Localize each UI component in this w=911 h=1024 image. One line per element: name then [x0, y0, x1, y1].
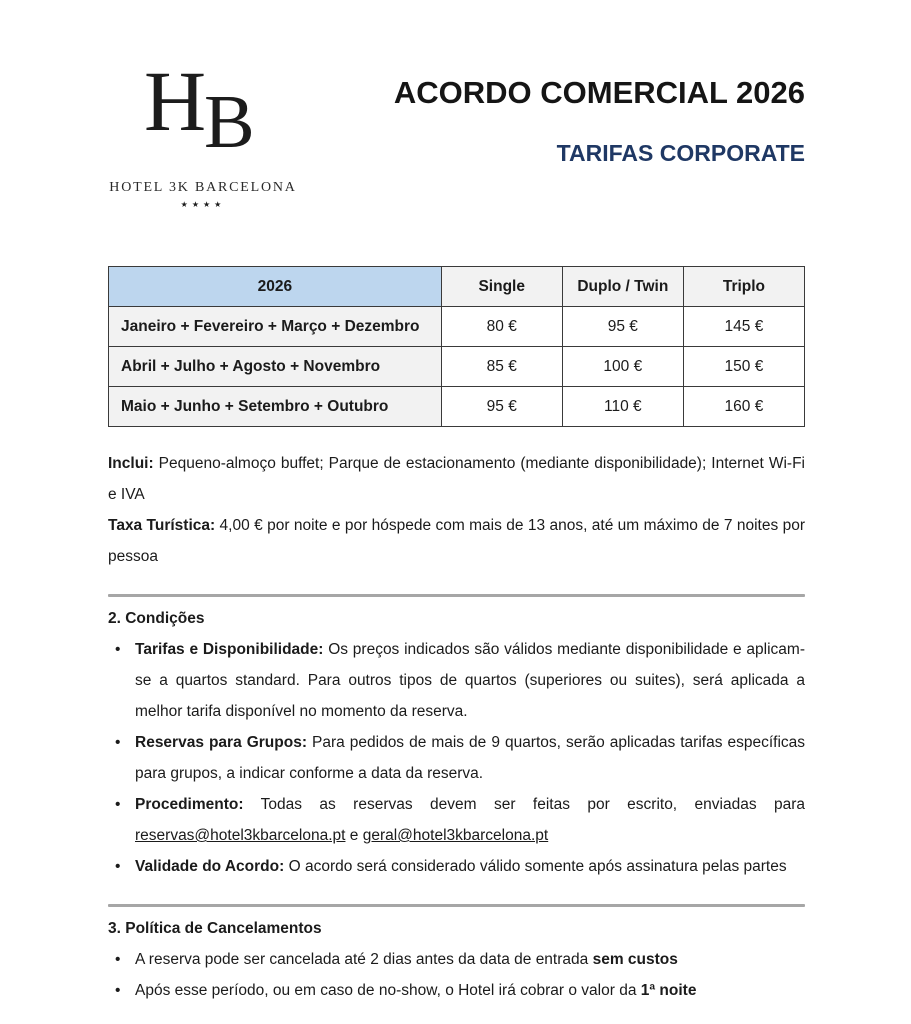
bullet-procedimento	[108, 789, 805, 851]
hotel-name: HOTEL 3K BARCELONA	[109, 180, 297, 195]
bullet-validade-acordo	[108, 851, 805, 882]
bullet-label: Procedimento:	[135, 796, 244, 813]
period-cell: Maio + Junho + Setembro + Outubro	[109, 387, 442, 427]
bullet-label: Reservas para Grupos:	[135, 734, 307, 751]
bullet-text: Todas as reservas devem ser feitas por escrito, enviadas para	[243, 796, 805, 813]
rate-cell: 100 €	[562, 347, 683, 387]
reservas-email-link[interactable]: reservas@hotel3kbarcelona.pt	[135, 827, 346, 844]
bullet-bold-text: sem custos	[592, 951, 678, 968]
table-header-duplo-twin: Duplo / Twin	[562, 267, 683, 307]
rate-cell: 145 €	[683, 307, 804, 347]
bullet-icon: •	[115, 982, 121, 999]
tourist-tax-text: 4,00 € por noite e por hóspede com mais de 13 anos, até um máximo de 7 noites por pessoa	[108, 517, 805, 565]
table-header-triplo: Triplo	[683, 267, 804, 307]
rate-cell: 160 €	[683, 387, 804, 427]
bullet-reservas-grupos	[108, 727, 805, 789]
rates-table	[108, 266, 805, 427]
bullet-icon: •	[115, 734, 121, 751]
table-row	[109, 347, 805, 387]
includes-label: Inclui:	[108, 455, 154, 472]
bullet-text: Após esse período, ou em caso de no-show, o Hotel irá cobrar o valor da	[135, 982, 641, 999]
includes-text: Pequeno-almoço buffet; Parque de estacionamento (mediante disponibilidade); Internet Wi-Fi e IVA	[108, 455, 805, 503]
rate-cell: 95 €	[562, 307, 683, 347]
document-header	[108, 53, 805, 230]
table-row	[109, 387, 805, 427]
bullet-cancel-free	[108, 944, 805, 975]
tourist-tax-label: Taxa Turística:	[108, 517, 216, 534]
rate-cell: 95 €	[441, 387, 562, 427]
bullet-tarifas-disponibilidade	[108, 634, 805, 727]
hotel-logo	[108, 53, 298, 209]
bullet-no-show	[108, 975, 805, 1006]
bullet-label: Validade do Acordo:	[135, 858, 285, 875]
conditions-heading: 2. Condições	[108, 610, 205, 627]
section-divider	[108, 594, 805, 597]
document-subtitle: TARIFAS CORPORATE	[556, 140, 805, 167]
bullet-icon: •	[115, 858, 121, 875]
table-header-row	[109, 267, 805, 307]
rate-cell: 85 €	[441, 347, 562, 387]
bullet-text: A reserva pode ser cancelada até 2 dias antes da data de entrada	[135, 951, 593, 968]
bullet-text: Para pedidos de mais de 9 quartos, serão aplicadas tarifas específicas para grupos, a indicar conforme a data da reserva.	[135, 734, 806, 782]
bullet-icon: •	[115, 796, 121, 813]
bullet-icon: •	[115, 641, 121, 658]
monogram-letter-b: B	[204, 80, 255, 164]
rate-cell: 110 €	[562, 387, 683, 427]
geral-email-link[interactable]: geral@hotel3kbarcelona.pt	[362, 827, 549, 844]
bullet-text: Os preços indicados são válidos mediante disponibilidade e aplicam-se a quartos standard. Para outros tipos de quartos (superiores ou suites), será aplicada a melhor tarifa disponível no momento da reserva.	[135, 641, 806, 720]
title-block	[298, 70, 805, 166]
tourist-tax-paragraph	[108, 510, 805, 572]
rate-cell: 80 €	[441, 307, 562, 347]
hotel-stars-icon: ★★★★	[180, 200, 226, 209]
monogram-letter-h: H	[144, 53, 207, 149]
bullet-icon: •	[115, 951, 121, 968]
bullet-label: Tarifas e Disponibilidade:	[135, 641, 324, 658]
bullet-text: O acordo será considerado válido somente após assinatura pelas partes	[284, 858, 787, 875]
period-cell: Janeiro + Fevereiro + Março + Dezembro	[109, 307, 442, 347]
period-cell: Abril + Julho + Agosto + Novembro	[109, 347, 442, 387]
section-divider	[108, 904, 805, 907]
cancellation-heading: 3. Política de Cancelamentos	[108, 920, 322, 937]
document-title: ACORDO COMERCIAL 2026	[393, 75, 805, 110]
email-connector: e	[345, 827, 363, 844]
hotel-monogram-icon	[108, 53, 298, 174]
includes-paragraph	[108, 448, 805, 510]
rate-cell: 150 €	[683, 347, 804, 387]
table-header-single: Single	[441, 267, 562, 307]
table-header-year: 2026	[109, 267, 442, 307]
table-row	[109, 307, 805, 347]
bullet-bold-text: 1ª noite	[640, 982, 697, 999]
